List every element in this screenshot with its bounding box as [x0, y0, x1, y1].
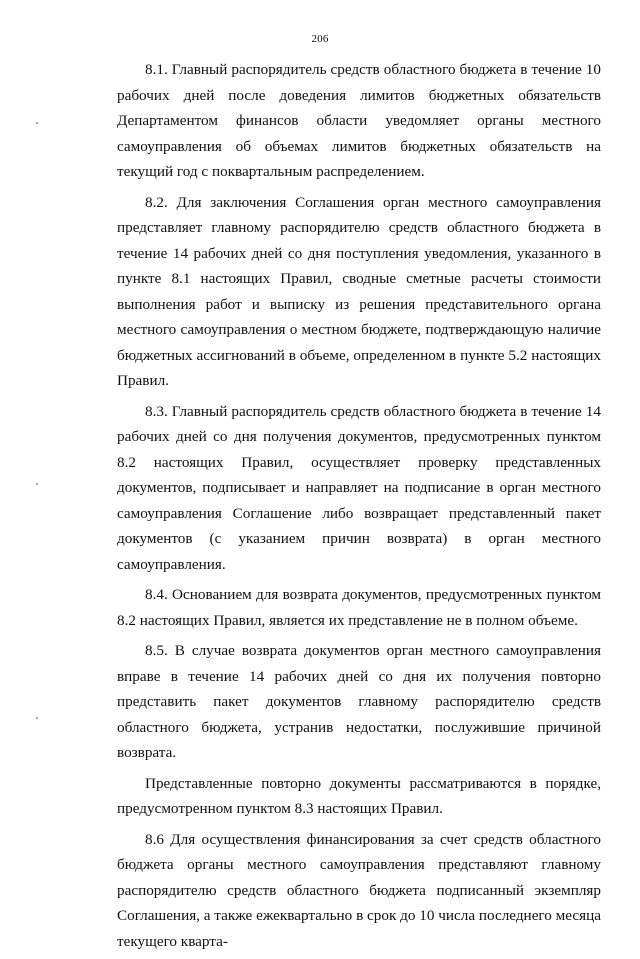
- document-body: [117, 57, 601, 959]
- page-number: 206: [311, 33, 329, 45]
- paragraph-8-5-continuation: Представленные повторно документы рассматриваются в порядке, предусмотренном пунктом 8.3 настоящих Правил.: [117, 774, 601, 817]
- paragraph-8-6: 8.6 Для осуществления финансирования за счет средств областного бюджета органы местного самоуправления представляют главному распорядителю средств областного бюджета подписанный экземпляр Соглашения, а также ежеквартально в срок до 10 числа последнего месяца текущего кварта-: [117, 830, 601, 950]
- paragraph-8-3: 8.3. Главный распорядитель средств областного бюджета в течение 14 рабочих дней со дня получения документов, предусмотренных пунктом 8.2 настоящих Правил, осуществляет проверку представленных документов, подписывает и направляет на подписание в орган местного самоуправления Соглашение либо возвращает представленный пакет документов (с указанием причин возврата) в орган местного самоуправления.: [117, 402, 601, 573]
- paragraph-8-5: 8.5. В случае возврата документов орган местного самоуправления вправе в течение 14 рабочих дней со дня их получения повторно представить пакет документов главному распорядителю средств областного бюджета, устранив недостатки, послужившие причиной возврата.: [117, 642, 601, 761]
- scan-margin-mark: [36, 122, 38, 124]
- paragraph-8-4: 8.4. Основанием для возврата документов, предусмотренных пунктом 8.2 настоящих Правил, является их представление не в полном объеме.: [117, 586, 601, 629]
- scan-margin-mark: [36, 483, 38, 485]
- paragraph-8-1: 8.1. Главный распорядитель средств областного бюджета в течение 10 рабочих дней после доведения лимитов бюджетных обязательств Департаментом финансов области уведомляет органы местного самоуправления об объемах лимитов бюджетных обязательств на текущий год с поквартальным распределением.: [117, 61, 601, 180]
- scan-margin-mark: [36, 717, 38, 719]
- paragraph-8-2: 8.2. Для заключения Соглашения орган местного самоуправления представляет главному распорядителю средств областного бюджета в течение 14 рабочих дней со дня поступления уведомления, указанного в пункте 8.1 настоящих Правил, сводные сметные расчеты стоимости выполнения работ и выписку из решения представительного органа местного самоуправления о местном бюджете, подтверждающую наличие бюджетных ассигнований в объеме, определенном в пункте 5.2 настоящих Правил.: [117, 193, 601, 389]
